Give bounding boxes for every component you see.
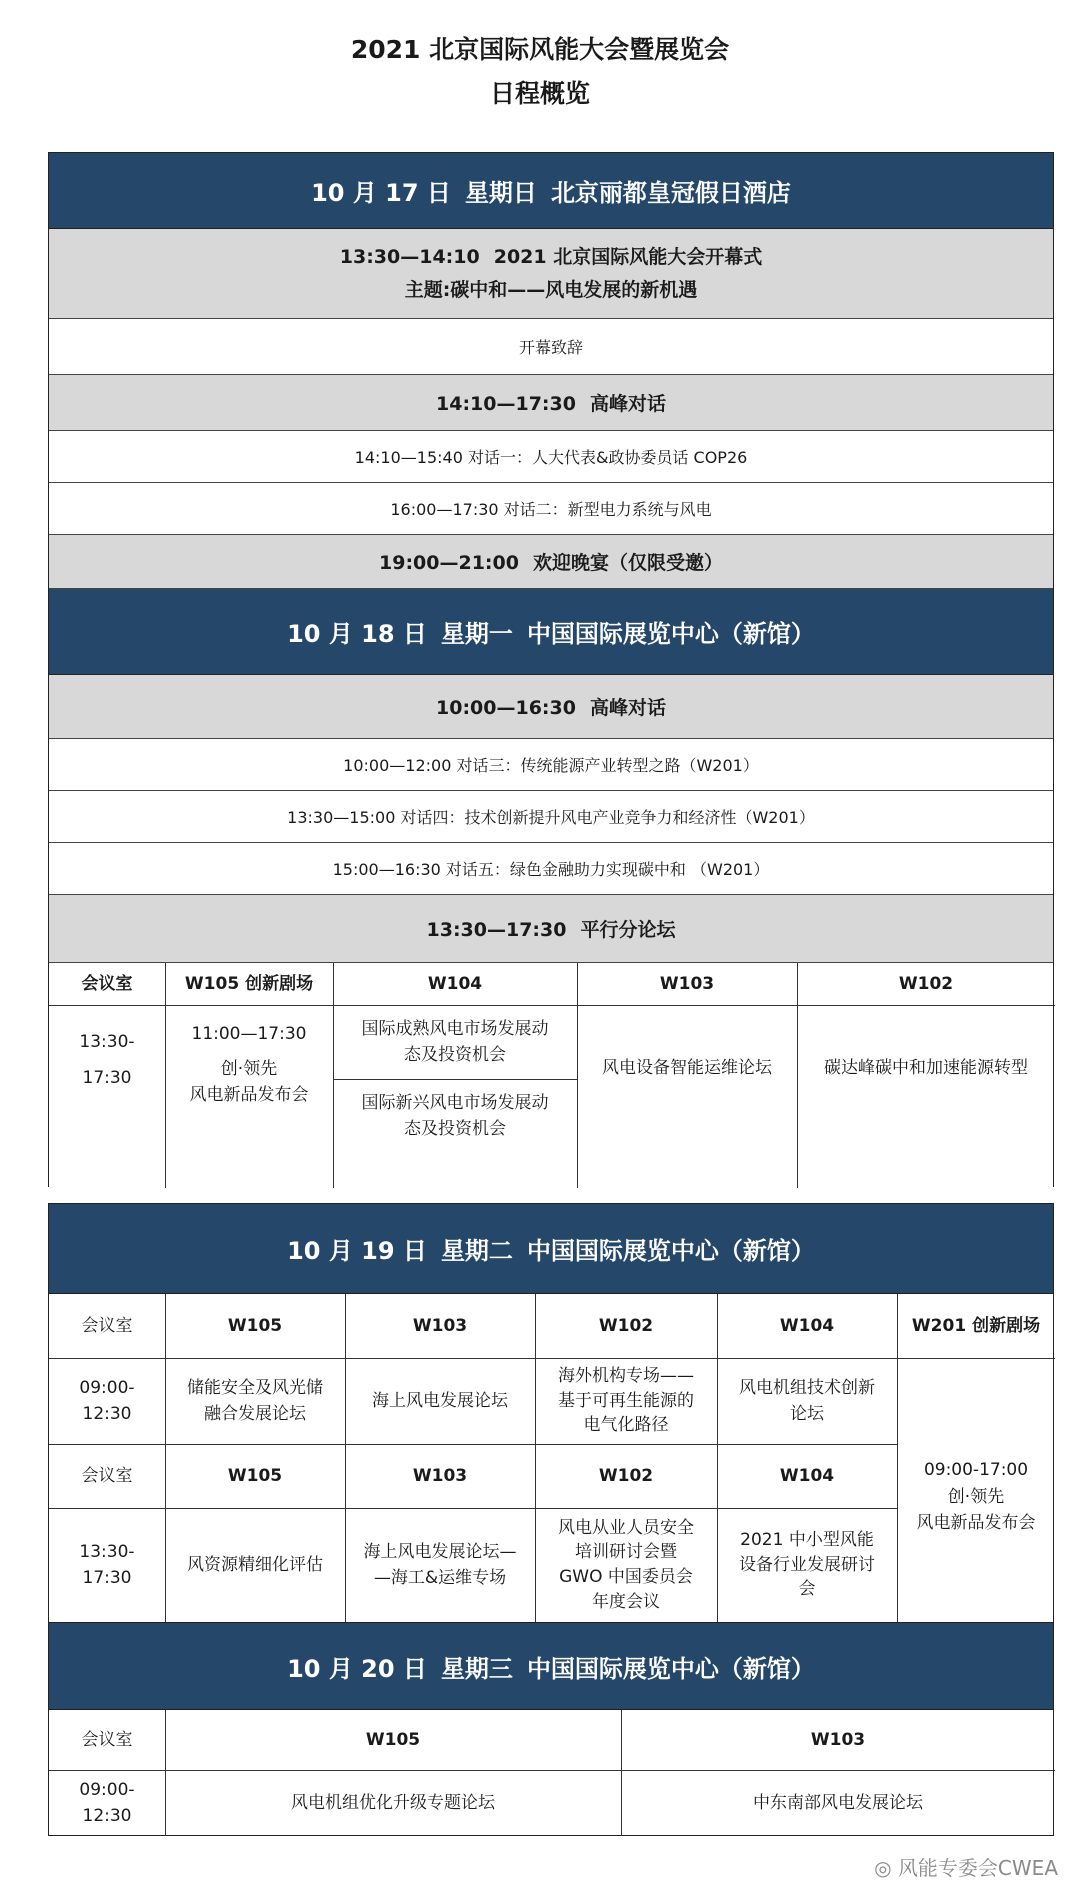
session-name: 2021 北京国际风能大会开幕式 bbox=[493, 246, 763, 269]
header-room: 会议室 bbox=[81, 1315, 133, 1336]
pm-w105-session: 风资源精细化评估 bbox=[187, 1554, 323, 1575]
header-w105: W105 bbox=[227, 1315, 283, 1336]
divider bbox=[621, 1710, 622, 1836]
line: 2021 中小型风能 bbox=[740, 1530, 874, 1551]
session-time: 13:30—14:10 bbox=[339, 246, 480, 269]
line: 储能安全及风光储 bbox=[187, 1377, 323, 1398]
day-weekday: 星期二 bbox=[440, 1237, 513, 1265]
divider bbox=[49, 1770, 1055, 1771]
day-date: 10 月 20 日 bbox=[287, 1654, 427, 1683]
header-room: 会议室 bbox=[81, 973, 133, 994]
header-w103-pm: W103 bbox=[412, 1465, 468, 1486]
header-w103: W103 bbox=[810, 1729, 866, 1750]
dialogue-5: 15:00—16:30 对话五：绿色金融助力实现碳中和 （W201） bbox=[49, 843, 1053, 895]
line: 风电机组技术创新 bbox=[739, 1377, 875, 1398]
pm-time-slot bbox=[49, 1508, 165, 1622]
w105-session bbox=[165, 1005, 333, 1125]
line: 培训研讨会暨 bbox=[575, 1542, 677, 1563]
am-time-slot bbox=[49, 1358, 165, 1444]
session-time: 13:30—17:30 bbox=[426, 919, 567, 941]
divider bbox=[535, 1294, 536, 1622]
divider bbox=[49, 1444, 897, 1445]
header-w102-pm: W102 bbox=[598, 1465, 654, 1486]
w201-line2: 风电新品发布会 bbox=[916, 1513, 1036, 1534]
session-time: 19:00—21:00 bbox=[379, 552, 519, 574]
w201-line1: 创·领先 bbox=[947, 1486, 1005, 1507]
header-w102: W102 bbox=[898, 973, 954, 994]
line: 设备行业发展研讨 bbox=[739, 1554, 875, 1575]
header-w201: W201 创新剧场 bbox=[911, 1315, 1041, 1336]
w104-b-line1: 国际新兴风电市场发展动 bbox=[361, 1092, 549, 1113]
divider bbox=[577, 963, 578, 1188]
w103-session: 风电设备智能运维论坛 bbox=[602, 1057, 772, 1078]
day-weekday: 星期三 bbox=[440, 1654, 513, 1683]
day-weekday: 星期一 bbox=[440, 620, 513, 648]
watermark-text: 风能专委会CWEA bbox=[897, 1856, 1058, 1880]
day-venue: 中国国际展览中心（新馆） bbox=[526, 620, 815, 648]
time-slot bbox=[49, 1770, 165, 1836]
header-w104: W104 bbox=[779, 1315, 835, 1336]
time-end: 17:30 bbox=[82, 1568, 132, 1588]
dialogue-1: 14:10—15:40 对话一：人大代表&政协委员话 COP26 bbox=[49, 431, 1053, 483]
day-header-oct20 bbox=[49, 1622, 1053, 1710]
header-w104-pm: W104 bbox=[779, 1465, 835, 1486]
w103-session: 中东南部风电发展论坛 bbox=[753, 1792, 923, 1813]
session-time: 14:10—17:30 bbox=[436, 393, 576, 415]
header-room-pm: 会议室 bbox=[81, 1465, 133, 1486]
header-w102: W102 bbox=[598, 1315, 654, 1336]
watermark bbox=[874, 1852, 1058, 1881]
pm-w102-session bbox=[535, 1508, 717, 1622]
divider bbox=[49, 1508, 897, 1509]
header-w105: W105 创新剧场 bbox=[184, 973, 314, 994]
time-start: 09:00- bbox=[79, 1377, 135, 1398]
divider bbox=[345, 1294, 346, 1622]
line: —海工&运维专场 bbox=[373, 1568, 507, 1588]
time-slot bbox=[49, 1005, 165, 1115]
session-time: 10:00—16:30 bbox=[436, 697, 576, 719]
time-end: 12:30 bbox=[82, 1806, 132, 1826]
w104-a-line1: 国际成熟风电市场发展动 bbox=[361, 1018, 549, 1039]
line: GWO 中国委员会 bbox=[559, 1567, 693, 1587]
page-title: 2021 北京国际风能大会暨展览会 bbox=[350, 35, 730, 64]
opening-ceremony bbox=[49, 229, 1053, 319]
header-w103: W103 bbox=[659, 973, 715, 994]
day-date: 10 月 18 日 bbox=[287, 620, 427, 648]
dialogue-3: 10:00—12:00 对话三：传统能源产业转型之路（W201） bbox=[49, 739, 1053, 791]
time-start: 13:30- bbox=[79, 1541, 135, 1562]
divider bbox=[49, 1005, 1055, 1006]
header-w105-pm: W105 bbox=[227, 1465, 283, 1486]
line: 年度会议 bbox=[592, 1591, 660, 1612]
am-w102-session bbox=[535, 1358, 717, 1444]
divider bbox=[165, 1294, 166, 1622]
line: 海外机构专场—— bbox=[558, 1366, 694, 1387]
parallel-forums bbox=[49, 895, 1053, 963]
day-venue: 中国国际展览中心（新馆） bbox=[526, 1237, 815, 1265]
w201-session bbox=[897, 1358, 1055, 1636]
pm-w104-session bbox=[717, 1508, 897, 1622]
w105-line2: 风电新品发布会 bbox=[189, 1085, 309, 1106]
w104-session-a bbox=[333, 1005, 577, 1079]
day-weekday: 星期日 bbox=[464, 179, 537, 207]
am-w104-session bbox=[717, 1358, 897, 1444]
pm-w103-session bbox=[345, 1508, 535, 1622]
w104-session-b bbox=[333, 1079, 577, 1153]
header-w104: W104 bbox=[427, 973, 483, 994]
divider bbox=[165, 1710, 166, 1836]
line: 海上风电发展论坛— bbox=[363, 1541, 517, 1562]
w104-b-line2: 态及投资机会 bbox=[404, 1119, 506, 1139]
time-end: 17:30 bbox=[82, 1068, 132, 1088]
divider bbox=[333, 1079, 577, 1080]
divider bbox=[797, 963, 798, 1188]
day-header-oct18 bbox=[49, 589, 1053, 675]
session-name: 欢迎晚宴（仅限受邀） bbox=[532, 552, 723, 574]
summit-dialogue-oct17 bbox=[49, 375, 1053, 431]
time-start: 13:30- bbox=[79, 1031, 135, 1052]
dialogue-4: 13:30—15:00 对话四：技术创新提升风电产业竞争力和经济性（W201） bbox=[49, 791, 1053, 843]
line: 电气化路径 bbox=[583, 1415, 669, 1436]
line: 基于可再生能源的 bbox=[558, 1390, 694, 1411]
day-header-oct17 bbox=[49, 153, 1053, 229]
line: 论坛 bbox=[790, 1404, 824, 1424]
divider bbox=[897, 1294, 898, 1622]
schedule-block-1 bbox=[48, 152, 1054, 1187]
divider bbox=[717, 1294, 718, 1622]
welcome-banquet bbox=[49, 535, 1053, 589]
divider bbox=[49, 1358, 1055, 1359]
time-end: 12:30 bbox=[82, 1404, 132, 1424]
day-venue: 中国国际展览中心（新馆） bbox=[526, 1654, 815, 1683]
day-header-oct19 bbox=[49, 1204, 1053, 1294]
time-start: 09:00- bbox=[79, 1779, 135, 1800]
opening-speech: 开幕致辞 bbox=[49, 319, 1053, 375]
schedule-block-2 bbox=[48, 1203, 1054, 1836]
day-date: 10 月 17 日 bbox=[311, 179, 451, 207]
session-name: 平行分论坛 bbox=[580, 919, 676, 941]
line: 风电从业人员安全 bbox=[558, 1517, 694, 1538]
w104-a-line2: 态及投资机会 bbox=[404, 1045, 506, 1065]
day-venue: 北京丽都皇冠假日酒店 bbox=[550, 179, 791, 207]
divider bbox=[165, 963, 166, 1188]
session-name: 高峰对话 bbox=[589, 697, 666, 719]
session-name: 高峰对话 bbox=[589, 393, 666, 415]
w102-session: 碳达峰碳中和加速能源转型 bbox=[824, 1057, 1028, 1078]
am-w105-session bbox=[165, 1358, 345, 1444]
summit-dialogue-oct18 bbox=[49, 675, 1053, 739]
header-room: 会议室 bbox=[81, 1729, 133, 1750]
header-w105: W105 bbox=[365, 1729, 421, 1750]
day-date: 10 月 19 日 bbox=[287, 1237, 427, 1265]
am-w103-session: 海上风电发展论坛 bbox=[372, 1390, 508, 1411]
divider bbox=[333, 963, 334, 1188]
wechat-icon: ◎ bbox=[874, 1856, 898, 1880]
page-subtitle: 日程概览 bbox=[489, 79, 590, 108]
w105-session: 风电机组优化升级专题论坛 bbox=[291, 1792, 495, 1813]
w105-time: 11:00—17:30 bbox=[191, 1024, 307, 1045]
line: 融合发展论坛 bbox=[204, 1404, 306, 1424]
w201-time: 09:00-17:00 bbox=[923, 1460, 1029, 1481]
header-w103: W103 bbox=[412, 1315, 468, 1336]
dialogue-2: 16:00—17:30 对话二：新型电力系统与风电 bbox=[49, 483, 1053, 535]
session-theme: 主题:碳中和——风电发展的新机遇 bbox=[404, 278, 698, 301]
line: 会 bbox=[798, 1579, 816, 1600]
w105-line1: 创·领先 bbox=[220, 1058, 278, 1079]
